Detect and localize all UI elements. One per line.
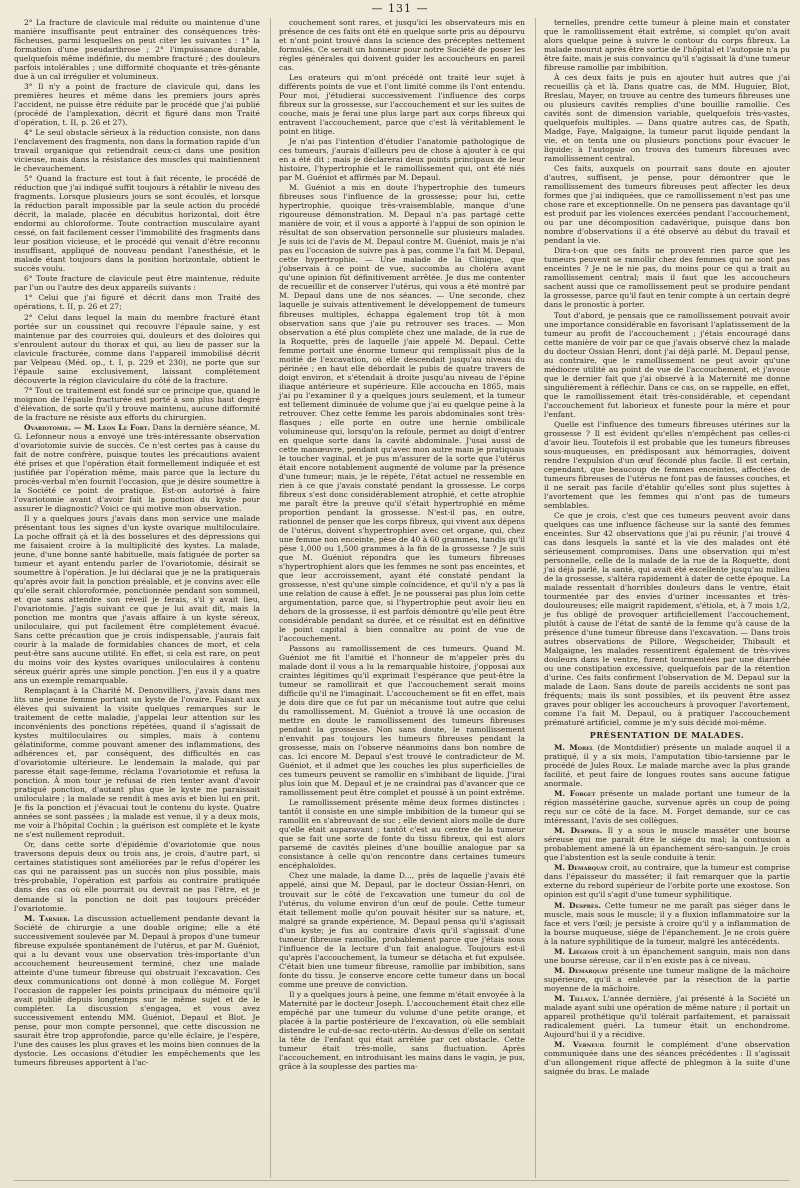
paragraph-text: M. Guéniot a mis en doute l'hypertrophie des tumeurs fibreuses sous l'influence de la grossesse; pour lui, cette hypertrophie, quoique très-vraisemblable, manque d'une rigoureuse démonstration. M. Depaul n'a pas partagé cette manière de voir, et il vous a apporté à l'appui de son opinion le résultat de son observation personnelle sur plusieurs malades. Je suis ici de l'avis de M. Depaul contre M. Guéniot, mais je n'ai pas eu l'occasion de suivre pas à pas, comme l'a fait M. Depaul, cette hypertrophie. — Une malade de la Clinique, que j'observais à ce point de vue, succomba au choléra avant qu'une opinion fût définitivement arrêtée. Je dus me contenter de recueillir et de conserver l'utérus, qui vous a été montré par M. Depaul dans une de nos séances. — Une seconde, chez laquelle je suivais attentivement le développement de tumeurs fibreuses multiples, échappa également trop tôt à mon observation sans que j'aie pu retrouver ses traces. — Mon observation a été plus complète chez une malade, de la rue de la Roquette, près de laquelle j'aie appelé M. Depaul. Cette femme portait une énorme tumeur qui remplissait plus de la moitié de l'excavation, où elle descendait jusqu'au niveau du périnée ; en haut elle débordait le pubis de quatre travers de doigt environ, et s'étendait à droite jusqu'au niveau de l'épine iliaque antérieure et supérieure. Elle accoucha en 1865, mais j'ai pu l'examiner il y a quelques jours seulement, et la tumeur est tellement diminuée de volume que j'ai eu quelque peine à la retrouver. Chez cette femme les parois abdominales sont très-flasques ; elle porte en outre une hernie ombilicale volumineuse qui, lorsqu'on la refoule, permet au doigt d'entrer en quelque sorte dans la cavité abdominale. J'usai aussi de cette manœuvre, pendant qu'avec mon autre main je pratiquais le toucher vaginal, et je pus m'assurer de la sorte que l'utérus était encore notablement augmenté de volume par la présence d'une tumeur; mais, je le répète, l'état actuel ne ressemble en rien à ce que j'avais constaté pendant la grossesse. Le corps fibreux s'est donc considérablement atrophié, et cette atrophie me paraît être la preuve qu'il s'était hypertrophié en même proportion pendant la grossesse. N'est-il pas, en outre, rationnel de penser que les corps fibreux, qui vivent aux dépens de l'utérus, doivent s'hypertrophier avec cet organe, qui, chez une femme non enceinte, pèse de 40 à 60 grammes, tandis qu'il pèse 1,000 ou 1,500 grammes à la fin de la grossesse ? Je suis que M. Guéniot répondra que les tumeurs fibreuses s'hypertrophient alors que les femmes ne sont pas enceintes, et que leur accroissement, ayant été constaté pendant la grossesse, n'est qu'une simple coïncidence, et qu'il n'y a pas là une relation de cause à effet. Je ne pousserai pas plus loin cette argumentation, parce que, si l'hypertrophie peut avoir lieu en dehors de la grossesse, il est parfois démontré qu'elle peut être considérable pendant sa durée, et ce résultat est en définitive le point capital à bien connaître au point de vue de l'accouchement. <box>279 183 525 644</box>
paragraph <box>544 164 790 245</box>
paragraph <box>14 914 260 1067</box>
paragraph-text: Dira-t-on que ces faits ne prouvent rien parce que les tumeurs peuvent se ramollir chez des femmes qui ne sont pas enceintes ? Je ne le nie pas, du moins pour ce qui a trait au ramollissement central; mais il faut que les accoucheurs sachent aussi que ce ramollissement peut se produire pendant la grossesse, parce qu'il faut en tenir compte à un certain degré dans le pronostic à porter. <box>544 246 790 310</box>
paragraph-text: La discussion actuellement pendante devant la Société de chirurgie a une double origine; elle a été successivement soulevée par M. Depaul à propos d'une tumeur fibreuse expulsée spontanément de l'utérus, et par M. Guéniot, qui a lu devant vous une observation très-importante d'un accouchement heureusement terminé, chez une malade atteinte d'une tumeur fibreuse qui obstruait l'excavation. Ces deux communications ont donné à mon collègue M. Forget l'occasion de rappeler les points principaux du mémoire qu'il avait publié depuis longtemps sur le même sujet et de le compléter. La discussion s'engagea, et vous avez successivement entendu MM. Guéniot, Depaul et Blot. Je pense, pour mon compte personnel, que cette discussion ne saurait être trop approfondie, parce qu'elle éclaire, je l'espère, l'une des causes les plus graves et les moins bien connues de la dystocie. Les occasions d'étudier les empêchements que les tumeurs fibreuses apportent à l'ac- <box>14 913 260 1067</box>
paragraph-text: fournit le complément d'une observation communiquée dans une des séances précédentes : Il s'agissait d'un allongement rique affecté de phlegmon à la suite d'une saignée du bras. Le malade <box>544 1039 790 1076</box>
paragraph-text: Je n'ai pas l'intention d'étudier l'anatomie pathologique de ces tumeurs, j'aurais d'ailleurs peu de chose à ajouter à ce qui en a été dit ; mais je déclarerai deux points principaux de leur histoire, l'hypertrophie et le ramollissement qui, ont été niés par M. Guéniot et affirmés par M. Depaul. <box>279 137 525 183</box>
speaker-name: Ovariotomie. — M. Léon Le Fort. <box>24 422 151 432</box>
paragraph-text: Chez une malade, la dame D..., près de laquelle j'avais été appelé, ainsi que M. Depaul, par le docteur Ossian-Henri, on trouvait sur le côté de l'excavation une tumeur du col de l'utérus, du volume environ d'un œuf de poule. Cette tumeur était tellement molle qu'on pouvait hésiter sur sa nature, et, malgré sa grande expérience, M. Depaul pensa qu'il s'agissait d'un kyste; je fus au contraire d'avis qu'il s'agissait d'une tumeur fibreuse ramollie, probablement parce que j'étais sous l'influence de la lecture d'un fait analogue. Toujours est-il qu'après l'accouchement, la tumeur se détacha et fut expulsée. C'était bien une tumeur fibreuse, ramollie par imbibition, sans fonte du tissu. Je conserve encore cette tumeur dans un bocal comme une preuve de conviction. <box>279 871 525 989</box>
paragraph <box>544 511 790 727</box>
paragraph-text: Quelle est l'influence des tumeurs fibreuses utérines sur la grossesse ? Il est évident qu'elles n'empêchent pas celles-ci d'avoir lieu. Toutefois il est probable que les tumeurs fibreuses sous-muqueuses, en prédisposant aux hémorragies, doivent rendre l'expulsion d'un œuf fécondé plus facile. Il est certain, cependant, que beaucoup de femmes enceintes, affectées de tumeurs fibreuses de l'utérus ne font pas de fausses couches, et il ne serait pas facile d'établir qu'elles sont plus sujettes à l'avortement que les femmes qui n'ont pas de tumeurs semblables. <box>544 419 790 510</box>
paragraph <box>544 863 790 899</box>
paragraph <box>14 274 260 292</box>
paragraph-text: Il y a sous le muscle masséter une bourse séreuse qui me paraît être le siége du mal; la contusion a probablement amené là un épanchement séro-sanguin. Je crois que l'abstention est la seule conduite à tenir. <box>544 826 790 863</box>
paragraph-text: Ce que je crois, c'est que ces tumeurs peuvent avoir dans quelques cas une influence fâcheuse sur la santé des femmes enceintes. Sur 42 observations que j'ai pu réunir, j'ai trouvé 4 cas dans lesquels la santé et la vie des malades ont été sérieusement compromises. Dans une observation qui m'est personnelle, celle de la malade de la rue de la Roquette, dont j'ai déjà parlé, la santé, qui avait été excellente jusqu'au milieu de la grossesse, s'altéra rapidement à dater de cette époque. La malade ressentait d'horribles douleurs dans le ventre, était tourmentée par des envies d'uriner incessantes et très-douloureuses; elle maigrit rapidement, s'étiola, et, à 7 mois 1/2, je fus obligé de provoquer artificiellement l'accouchement, plutôt à cause de l'état de santé de la femme qu'à cause de la présence d'une tumeur fibreuse dans l'excavation. — Dans trois autres observations de Pillore, Wegscheider, Thibault et Malgaigne, les malades ressentirent également de très-vives douleurs dans le ventre, furent tourmentées par une diarrhée ou une constipation excessive, quelquefois par de la rétention d'urine. Ces faits confirment l'observation de M. Depaul sur la malade de Laon. Sans doute de pareils accidents ne sont pas fréquents; mais ils sont possibles, et ils peuvent être assez graves pour obliger les accoucheurs à provoquer l'avortement, comme l'a fait M. Depaul, ou à pratiquer l'accouchement prématuré artificiel, comme je m'y suis décidé moi-même. <box>544 510 790 728</box>
paragraph-text: Ces faits, auxquels on pourrait sans doute en ajouter d'autres, suffisent, je pense, pour démontrer que le ramollissement des tumeurs fibreuses peut affecter les deux formes que j'ai indiquées, que ce ramollissement n'est pas une chose rare et exceptionnelle. On ne pensera pas davantage qu'il est produit par les violences exercées pendant l'accouchement, ou par une décomposition cadavérique, puisque dans bon nombre d'observations il a été observé au début du travail et pendant la vie. <box>544 164 790 246</box>
speaker-name: M. Verneuil <box>554 1039 606 1049</box>
paragraph-text: Il y a quelques jours à peine, une femme m'était envoyée à la Maternité par le docteur Joseph. L'accouchement était chez elle empêché par une tumeur du volume d'une petite orange, et placée à la partie postérieure de l'excavation, où elle semblait distendre le cul-de-sac recto-utérin. Au-dessus d'elle on sentait la tête de l'enfant qui était arrêtée par cet obstacle. Cette tumeur était très-molle, sans fluctuation. Après l'accouchement, en introduisant les mains dans le vagin, je pus, grâce à la souplesse des parties ma- <box>279 989 525 1071</box>
speaker-name: M. Morel <box>554 743 594 753</box>
column-right <box>535 18 790 1178</box>
paragraph <box>544 420 790 510</box>
text-columns <box>14 18 790 1178</box>
paragraph-text: 3° Il n'y a point de fracture de clavicule qui, dans les premières heures et même dans les premiers jours après l'accident, ne puisse être réduite par le procédé que j'ai publié (procédé de l'amplexation, décrit et figuré dans mon Traité d'opération, t. II, p. 26 et 27). <box>14 82 260 128</box>
paragraph <box>279 644 525 797</box>
paragraph-text: ternelles, prendre cette tumeur à pleine main et constater que le ramollissement était extrême, si complet qu'on avait alors quelque peine à suivre le contour du corps fibreux. La malade mourut après être sortie de l'hôpital et l'autopsie n'a pu être faite, mais je suis convaincu qu'il s'agissait là d'une tumeur fibreuse ramollie par imbibition. <box>544 18 790 73</box>
speaker-name: M. Forget <box>554 789 596 799</box>
paragraph <box>544 311 790 419</box>
paragraph <box>279 871 525 988</box>
paragraph <box>279 18 525 72</box>
paragraph-text: À ces deux faits je puis en ajouter huit autres que j'ai recueillis çà et là. Dans quatre cas, de MM. Huguier, Blot, Breslau, Mayer, on trouve au centre des tumeurs fibreuses une ou plusieurs cavités remplies d'une bouillie ramollie. Ces cavités sont de dimension variable, quelquefois très-vastes, quelquefois multiples. — Dans quatre autres cas, de Spath, Madge, Faye, Malgaigne, la tumeur parut liquide pendant la vie, et on tenta une ou plusieurs ponctions pour évacuer le liquide; à l'autopsie on trouva des tumeurs fibreuses avec ramollissement central. <box>544 73 790 164</box>
paragraph-text: 4° Le seul obstacle sérieux à la réduction consiste, non dans l'enclavement des fragments, non dans la formation rapide d'un travail organique qui retiendrait ceux-ci dans une position vicieuse, mais dans la résistance des muscles qui maintiennent le chevauchement. <box>14 128 260 174</box>
speaker-name: M. Tillaux. <box>554 993 599 1003</box>
paragraph <box>14 18 260 81</box>
paragraph-text: Les orateurs qui m'ont précédé ont traité leur sujet à différents points de vue et l'ont limité comme ils l'ont entendu. Pour moi, j'étudierai successivement l'influence des corps fibreux sur la grossesse, sur l'accouchement et sur les suites de couche, mais je ferai une plus large part aux corps fibreux qui entravent l'accouchement, parce que c'est là véritablement le point en litige. <box>279 73 525 137</box>
paragraph-text: Tout d'abord, je pensais que ce ramollissement pouvait avoir une importance considérable en favorisant l'aplatissement de la tumeur au profit de l'accouchement ; j'étais encouragé dans cette manière de voir par ce que j'avais observé chez la malade du docteur Ossian Henri, dont j'ai déjà parlé. M. Depaul pense, au contraire, que le ramollissement ne peut avoir qu'une médiocre utilité au point de vue de l'accouchement, et j'avoue que le dernier fait que j'ai observé à la Maternité me donne singulièrement à réfléchir. Dans ce cas, on se rappelle, en effet, que le ramollissement était très-considérable, et cependant l'accouchement fut laborieux et funeste pour la mère et pour l'enfant. <box>544 310 790 419</box>
paragraph-text: Remplaçant à la Charité M. Denonvilliers, j'avais dans mes lits une jeune femme portant un kyste de l'ovaire. Faisant aux élèves qui suivaient la visite quelques remarques sur le traitement de cette maladie, j'appelai leur attention sur les inconvénients des ponctions répétées, quand il s'agissait de kystes multiloculaires ou simples, mais à contenu gélatiniforme, comme pouvant amener des inflammations, des adhérences et, par conséquent, des difficultés en cas d'ovariotomie ultérieure. Le lendemain la malade, qui par paresse était sage-femme, réclama l'ovariotomie et refusa la ponction. À mon tour je refusai de rien tenter avant d'avoir pratiqué ponction, d'autant plus que le kyste me paraissait uniloculaire ; la malade se rendit à mes avis et bien lui en prit. Je fis la ponction et j'évacuai tout le contenu du kyste. Quatre années se sont passées ; la malade est venue, il y a deux mois, me voir à l'hôpital Cochin ; la guérison est complète et le kyste ne s'est nullement reproduit. <box>14 686 260 840</box>
page-number: — 131 — <box>371 2 429 15</box>
paragraph <box>14 174 260 273</box>
bottom-rule <box>14 1180 790 1181</box>
paragraph <box>544 994 790 1039</box>
paragraph <box>279 73 525 136</box>
speaker-name: M. Demarquay <box>554 863 608 873</box>
paragraph <box>14 686 260 839</box>
paragraph <box>279 137 525 182</box>
paragraph-text: 2° La fracture de clavicule mal réduite ou maintenue d'une manière insuffisante peut entraîner des conséquences très-fâcheuses, parmi lesquelles on peut citer les suivantes : 1° la formation d'une pseudarthrose ; 2° l'impuissance durable, quelquefois même indéfinie, du membre fracturé ; des douleurs parfois intolérables ; une difformité choquante et très-gênante due à un cal irrégulier et volumineux. <box>14 18 260 82</box>
paragraph-text: (de Montdidier) présente un malade auquel il a pratiqué, il y a six mois, l'amputation tibio-tarsienne par le procédé de Jules Roux. Le malade marche avec la plus grande facilité, et peut faire de longues routes sans aucune fatigue anormale. <box>544 743 790 789</box>
paragraph <box>544 826 790 862</box>
paragraph <box>14 386 260 422</box>
paragraph <box>279 183 525 643</box>
paragraph-text: Passons au ramollissement de ces tumeurs. Quand M. Guéniot me fit l'amitié et l'honneur de m'appeler près du malade dont il vous a lu la remarquable histoire, j'opposai aux craintes légitimes qu'il exprimait l'espérance que peut-être la tumeur se ramollirait et que l'accouchement serait moins difficile qu'il ne l'imaginait. L'accouchement se fit en effet, mais je dois dire que ce fut par un mécanisme tout autre que celui du ramollissement. M. Guéniot a trouvé là une occasion de mettre en doute le ramollissement des tumeurs fibreuses pendant la grossesse. Non sans doute, le ramollissement n'envahit pas toujours les tumeurs fibreuses pendant la grossesse, mais on l'observe néanmoins dans bon nombre de cas. Ici encore M. Depaul s'est trouvé le contradicteur de M. Guéniot, et il admet que les couches les plus superficielles de ces tumeurs peuvent se ramollir en s'imbibant de liquide. J'irai plus loin que M. Depaul et je ne craindrai pas d'avancer que ce ramollissement peut être complet et poussé à un point extrême. <box>279 644 525 798</box>
paragraph-text: 7° Tout ce traitement est fondé sur ce principe que, quand le moignon de l'épaule fracturée est porté à son plus haut degré d'élévation, de sorte qu'il y trouve maintenu, aucune difformité de la fracture ne résiste aux efforts du chirurgien. <box>14 385 260 422</box>
paragraph-text: présente une tumeur maligne de la mâchoire supérieure, qu'il a enlevée par la résection de la partie moyenne de la mâchoire. <box>544 965 790 993</box>
paragraph <box>14 840 260 912</box>
speaker-name: M. Demarquay <box>554 965 609 975</box>
speaker-name: M. Tarnier. <box>24 913 71 923</box>
paragraph <box>544 901 790 946</box>
paragraph <box>14 128 260 173</box>
paragraph-text: Le ramollissement présente même deux formes distinctes : tantôt il consiste en une simple imbibition de la tumeur qui se ramollit en s'abreuvant de suc ; elle devient alors molle de dure qu'elle était auparavant ; tantôt c'est au centre de la tumeur que se fait une sorte de fonte du tissu fibreux, qui est alors parsemé de cavités pleines d'une bouillie analogue par sa consistance à celle qu'on rencontre dans certaines tumeurs encéphaloïdes. <box>279 798 525 871</box>
paragraph <box>14 82 260 127</box>
paragraph <box>544 18 790 72</box>
paragraph-text: L'année dernière, j'ai présenté à la Société un malade ayant subi une opération de même nature ; il portait un appareil prothétique qu'il tolérait parfaitement, et paraissait radicalement guéri. La tumeur était un enchondrome. Aujourd'hui il y a récidive. <box>544 993 790 1039</box>
paragraph-text: Cette tumeur ne me paraît pas siéger dans le muscle, mais sous le muscle; il y a fluxion inflammatoire sur la face et vers l'œil; je persiste à croire qu'il y a inflammation de la bourse muqueuse, siége de l'épanchement. Je ne crois guère à la nature syphilitique de la tumeur, malgré les antécédents. <box>544 900 790 946</box>
paragraph <box>14 514 260 685</box>
paragraph <box>544 1040 790 1076</box>
speaker-name: M. Liégeois <box>554 946 599 956</box>
paragraph-text: Or, dans cette sorte d'épidémie d'ovariotomie que nous traversons depuis deux ou trois ans, je crois, d'autre part, si certaines statistiques sont améliorées par le refus d'opérer les cas qui ne paraissent pas un succès non plus possible, mais très-probable, l'opération est parfois au contraire pratiquée dans des cas où elle pourrait ou devrait ne pas l'être, et je demande si la ponction ne doit pas toujours précéder l'ovariotomie. <box>14 840 260 913</box>
paragraph <box>14 293 260 311</box>
paragraph <box>544 73 790 163</box>
column-left <box>14 18 260 1178</box>
paragraph-text: 2° Celui dans lequel la main du membre fracturé étant portée sur un coussinet qui recouvre l'épaule saine, y est maintenue par des courroies qui, douleurs et des doloires qui s'enroulent autour du thorax et qui, au lieu de passer sur la clavicule fracturée, comme dans l'appareil immobilisé décrit par Velpeau (Méd. op., t. I, p. 229 et 230), ne porte que sur l'épaule saine exclusivement, laissant complétement découverte la région claviculaire du côté de la fracture. <box>14 312 260 385</box>
paragraph-text: 1° Celui que j'ai figuré et décrit dans mon Traité des opérations, t. II, p. 26 et 27; <box>14 293 260 312</box>
section-heading: PRÉSENTATION DE MALADES. <box>589 730 745 741</box>
paragraph <box>14 423 260 513</box>
paragraph <box>544 789 790 825</box>
speaker-name: M. Desprès. <box>554 826 603 836</box>
paragraph <box>544 743 790 788</box>
column-middle <box>270 18 525 1178</box>
paragraph-text: 5° Quand la fracture est tout à fait récente, le procédé de réduction que j'ai indiqué suffit toujours à rétablir le niveau des fragments. Lorsque plusieurs jours se sont écoulés, et lorsque la réduction paraît impossible par la seule action du procédé décrit, la malade, placée en décubitus horizontal, doit être endormi au chloroforme. Toute contraction musculaire ayant cessé, on fait facilement cesser l'immobilité des fragments dans leur position vicieuse, et le procédé qui venait d'être reconnu insuffisant, appliqué de nouveau pendant l'anesthésie, et le malade étant toujours dans la position horizontale, obtient le succès voulu. <box>14 174 260 274</box>
paragraph-text: présente un malade portant une tumeur de la région massétérine gauche, survenue après un coup de poing reçu sur ce côté de la face. M. Forget demande, sur ce cas intéressant, l'avis de ses collègues. <box>544 789 790 826</box>
paragraph-text: Dans la dernière séance, M. G. Lefonneur nous a envoyé une très-intéressante observation d'ovariotomie suivie de succès. Ce n'est certes pas à cause du fait de notre confrère, puisque toutes les précautions avaient été prises et que l'opération était formellement indiquée et est justifiée par l'opération même, mais parce que la lecture du procès-verbal m'en fournit l'occasion, que je désire soumettre à la Société ce point de pratique. Est-on autorisé à faire l'ovariotomie avant d'avoir fait la ponction du kyste pour assurer le diagnostic? Voici ce qui motive mon observation. <box>14 422 260 513</box>
paragraph-text: Il y a quelques jours j'avais dans mon service une malade présentant tous les signes d'un kyste ovarique multiloculaire. La poche offrait çà et là des bosselures et des dépressions qui me faisaient croire à la multiplicité des kystes. La malade, jeune, d'une bonne santé habituelle, mais fatiguée de porter sa tumeur et ayant entendu parler de l'ovariotomie, désirait se soumettre à l'opération. Je lui déclarai que je ne la pratiquerais qu'après avoir fait la ponction préalable, et je convins avec elle qu'elle serait chloroformée, ponctionnée pendant son sommeil, et que sans attendre son réveil je ferais, s'il y avait lieu, l'ovariotomie. J'agis suivant ce que je lui avait dit, mais la ponction me montra que j'avais affaire à un kyste séreux, uniloculaire, qui put facilement être complétement évacué. Sans cette précaution que je crois indispensable, j'aurais fait courir à la malade de formidables chances de mort, et cela peut-être sans aucune utilité. En effet, si cela est rare, on peut du moins voir des kystes ovariques uniloculaires à contenu séreux guérir après une simple ponction. J'en eus il y a quatre ans un exemple remarquable. <box>14 513 260 686</box>
paragraph-text: croit, au contraire, que la tumeur est comprise dans l'épaisseur du masséter; il fait remarquer que la partie externe du rebord supérieur de l'orbite porte une exostose. Son opinion est qu'il s'agit d'une tumeur syphilitique. <box>544 863 790 900</box>
paragraph-text: 6° Toute fracture de clavicule peut être maintenue, réduite par l'un ou l'autre des deux appareils suivants : <box>14 274 260 293</box>
paragraph <box>544 246 790 309</box>
paragraph <box>544 947 790 965</box>
paragraph <box>279 798 525 870</box>
paragraph-text: croit à un épanchement sanguin, mais non dans une bourse séreuse, car il n'en existe pas à ce niveau. <box>544 946 790 965</box>
speaker-name: M. Desprès. <box>554 900 601 910</box>
paragraph <box>544 966 790 993</box>
paragraph <box>279 990 525 1071</box>
paragraph <box>14 313 260 385</box>
paragraph-text: couchement sont rares, et jusqu'ici les observateurs mis en présence de ces faits ont été en quelque sorte pris au dépourvu et n'ont point trouvé dans la science des préceptes nettement formulés. Ce serait un honneur pour notre Société de poser les règles générales qui doivent guider les accoucheurs en pareil cas. <box>279 18 525 73</box>
